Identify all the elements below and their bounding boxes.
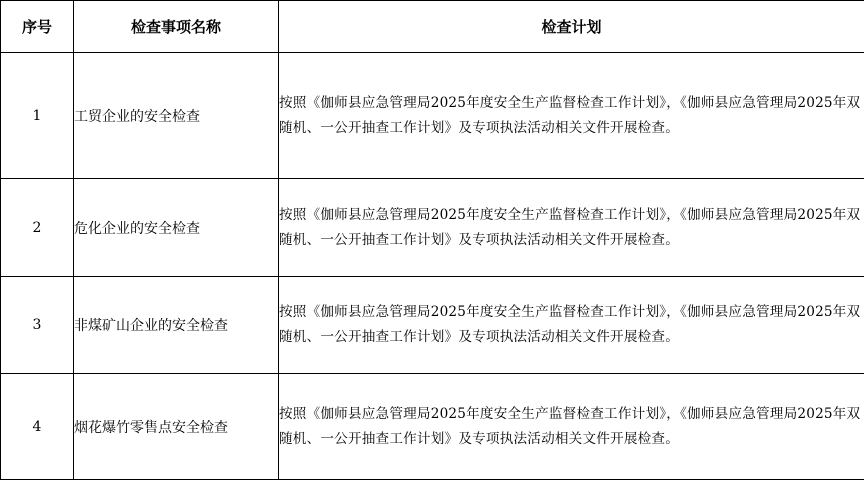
row-inspection-item-name: 非煤矿山企业的安全检查: [74, 277, 279, 374]
header-inspection-plan: 检查计划: [279, 1, 864, 53]
row-serial-number: 3: [1, 277, 74, 374]
row-inspection-plan: 按照《伽师县应急管理局2025年度安全生产监督检查工作计划》，《伽师县应急管理局2025年双随机、一公开抽查工作计划》及专项执法活动相关文件开展检查。: [279, 277, 864, 374]
table-row: [1, 53, 864, 179]
table-row: [1, 179, 864, 277]
header-serial-number: 序号: [1, 1, 74, 53]
table-row: [1, 277, 864, 374]
table-header-row: [1, 1, 864, 53]
row-inspection-plan: 按照《伽师县应急管理局2025年度安全生产监督检查工作计划》，《伽师县应急管理局2025年双随机、一公开抽查工作计划》及专项执法活动相关文件开展检查。: [279, 53, 864, 179]
header-inspection-item-name: 检查事项名称: [74, 1, 279, 53]
row-serial-number: 2: [1, 179, 74, 277]
row-inspection-item-name: 烟花爆竹零售点安全检查: [74, 374, 279, 480]
row-serial-number: 4: [1, 374, 74, 480]
table-row: [1, 374, 864, 480]
row-inspection-plan: 按照《伽师县应急管理局2025年度安全生产监督检查工作计划》，《伽师县应急管理局2025年双随机、一公开抽查工作计划》及专项执法活动相关文件开展检查。: [279, 179, 864, 277]
row-inspection-plan: 按照《伽师县应急管理局2025年度安全生产监督检查工作计划》，《伽师县应急管理局2025年双随机、一公开抽查工作计划》及专项执法活动相关文件开展检查。: [279, 374, 864, 480]
row-inspection-item-name: 工贸企业的安全检查: [74, 53, 279, 179]
row-serial-number: 1: [1, 53, 74, 179]
row-inspection-item-name: 危化企业的安全检查: [74, 179, 279, 277]
